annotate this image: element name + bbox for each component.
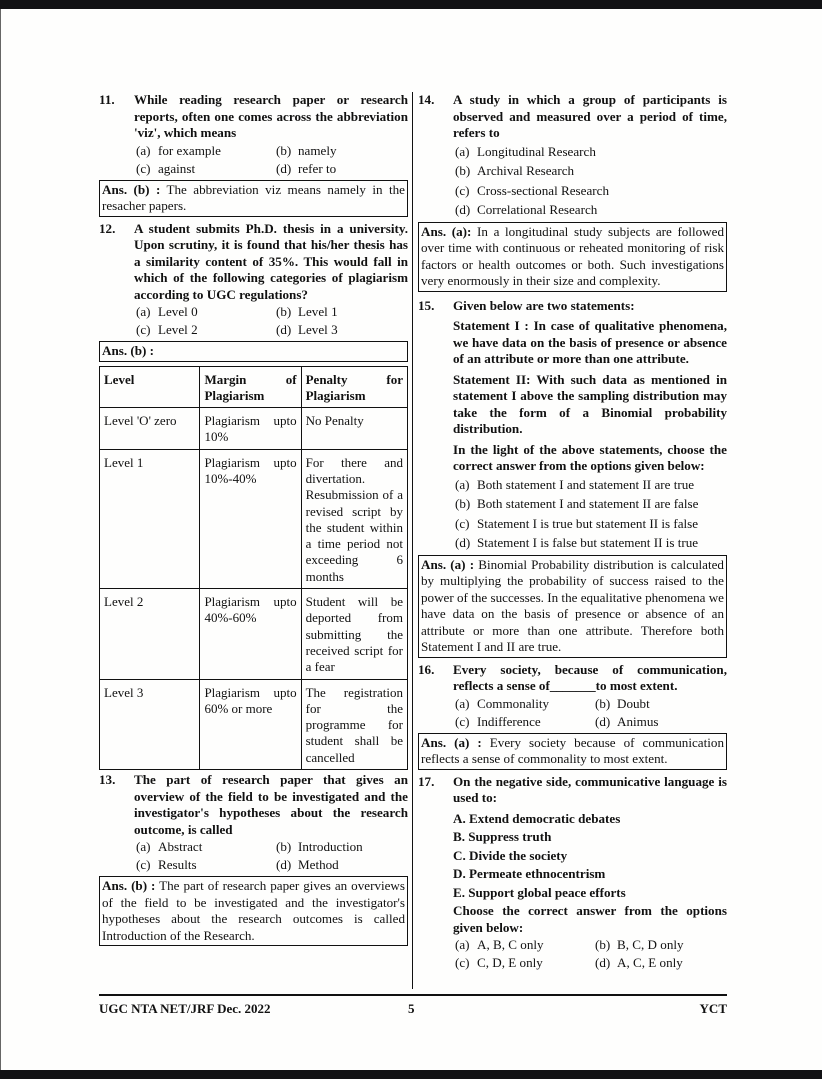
column-divider xyxy=(412,92,413,989)
instruction: In the light of the above statements, choose the correct answer from the options given below: xyxy=(453,441,727,473)
cell-penalty: No Penalty xyxy=(301,408,407,450)
statement-d: D. Permeate ethnocentrism xyxy=(453,866,606,881)
option-b: (b) Level 1 xyxy=(276,304,338,319)
answer-box-11 xyxy=(99,180,408,217)
options xyxy=(455,695,727,731)
option-c: (c) Cross-sectional Research xyxy=(455,182,609,198)
option-d: (d) A, C, E only xyxy=(595,955,683,970)
answer-explanation: The part of research paper gives an overviews of the field to be investigated and the investigator's hypotheses about the research outcomes is called Introduction of the Research. xyxy=(102,878,405,943)
options xyxy=(136,303,408,339)
header-margin: Margin of Plagiarism xyxy=(200,366,301,408)
cell-margin: Plagiarism upto 60% or more xyxy=(200,679,301,769)
statement-e: E. Support global peace efforts xyxy=(453,884,626,900)
question-number: 15. xyxy=(418,297,435,313)
answer-label: Ans. (b) : xyxy=(102,878,156,894)
option-d: (d) Level 3 xyxy=(276,322,338,337)
options xyxy=(455,936,727,972)
cell-level: Level 'O' zero xyxy=(100,408,200,450)
question-stem: While reading research paper or research reports, often one comes across the abbreviation 'viz', which means xyxy=(134,92,408,140)
option-b: (b) namely xyxy=(276,142,337,158)
question-14 xyxy=(418,92,727,220)
cell-penalty: Student will be deported from submitting the received script for a fear xyxy=(301,589,407,679)
question-stem: The part of research paper that gives an overview of the field to be investigated and the investigator's hypotheses about the research outcome, is called xyxy=(134,772,408,837)
table-header-row xyxy=(100,366,408,408)
option-b: (b) Both statement I and statement II are false xyxy=(455,496,699,511)
question-number: 12. xyxy=(99,220,116,236)
option-a: (a) Level 0 xyxy=(136,304,198,319)
cell-level: Level 1 xyxy=(100,449,200,588)
question-15 xyxy=(418,298,727,553)
page-footer xyxy=(99,994,727,1016)
options xyxy=(455,142,727,220)
question-number: 16. xyxy=(418,661,435,677)
option-d: (d) Statement I is false but statement II is true xyxy=(455,535,699,550)
table-row xyxy=(100,449,408,588)
options xyxy=(136,838,408,874)
option-a: (a) Longitudinal Research xyxy=(455,143,596,159)
statement-1: Statement I : In case of qualitative phenomena, we have data on the basis of presence or absence of an attribute or more than one attribute. xyxy=(453,318,727,366)
left-column xyxy=(99,92,408,950)
publisher-name: YCT xyxy=(699,1001,727,1016)
answer-explanation: Every society because of communication reflects a sense of commonality to most extent. xyxy=(421,734,724,766)
page-number: 5 xyxy=(408,1001,415,1016)
options xyxy=(455,475,727,553)
answer-box-16 xyxy=(418,733,727,770)
viewer-top-bar xyxy=(0,0,822,9)
question-stem: A study in which a group of participants is observed and measured over a period of time, refers to xyxy=(453,92,727,140)
question-12 xyxy=(99,221,408,340)
table-row xyxy=(100,408,408,450)
cell-margin: Plagiarism upto 10%-40% xyxy=(200,449,301,588)
question-stem: Every society, because of communication, reflects a sense of_______to most extent. xyxy=(453,661,727,693)
option-d: (d) Correlational Research xyxy=(455,202,598,217)
option-a: (a) Commonality xyxy=(455,695,550,711)
answer-explanation: The abbreviation viz means namely in the resacher papers. xyxy=(102,181,405,213)
plagiarism-levels-table xyxy=(99,366,408,771)
options xyxy=(136,142,408,178)
cell-penalty: The registration for the programme for student shall be cancelled xyxy=(301,679,407,769)
option-c: (c) Level 2 xyxy=(136,322,198,337)
option-d: (d) refer to xyxy=(276,160,337,176)
answer-box-15 xyxy=(418,555,727,658)
question-16 xyxy=(418,662,727,731)
option-c: (c) C, D, E only xyxy=(455,955,543,970)
option-a: (a) Abstract xyxy=(136,839,203,855)
question-number: 14. xyxy=(418,92,435,107)
option-c: (c) Statement I is true but statement II is false xyxy=(455,515,699,531)
option-b: (b) B, C, D only xyxy=(595,937,684,952)
option-b: (b) Archival Research xyxy=(455,163,575,178)
answer-explanation: In a longitudinal study subjects are followed over time with continuous or reheated monitoring of risk factors or health outcomes or both. Such investigations very enormously in their size and complexity. xyxy=(421,223,724,288)
statement-c: C. Divide the society xyxy=(453,847,568,863)
document-page xyxy=(0,9,822,1070)
option-a: (a) Both statement I and statement II are true xyxy=(455,476,695,492)
cell-level: Level 3 xyxy=(100,679,200,769)
statement-a: A. Extend democratic debates xyxy=(453,810,621,826)
answer-label: Ans. (b) : xyxy=(102,181,161,197)
answer-box-12 xyxy=(99,341,408,362)
answer-label: Ans. (a): xyxy=(421,223,472,239)
option-c: (c) Indifference xyxy=(455,713,541,729)
cell-penalty: For there and divertation. Resubmission of a revised script by the student within a time period not exceeding 6 months xyxy=(301,449,407,588)
question-stem: On the negative side, communicative language is used to: xyxy=(453,773,727,805)
question-11 xyxy=(99,92,408,178)
answer-box-13 xyxy=(99,876,408,946)
answer-label: Ans. (a) : xyxy=(421,734,482,750)
question-number: 13. xyxy=(99,772,116,788)
header-penalty: Penalty for Plagiarism xyxy=(301,366,407,408)
cell-margin: Plagiarism upto 40%-60% xyxy=(200,589,301,679)
option-a: (a) A, B, C only xyxy=(455,937,544,952)
option-c: (c) Results xyxy=(136,857,197,873)
cell-level: Level 2 xyxy=(100,589,200,679)
cell-margin: Plagiarism upto 10% xyxy=(200,408,301,450)
option-d: (d) Method xyxy=(276,857,339,873)
statement-list xyxy=(453,810,727,903)
header-level: Level xyxy=(100,366,200,408)
statement-2: Statement II: With such data as mentioned in statement I above the sampling distribution may take the form of a Binomial probability distribution. xyxy=(453,371,727,436)
option-b: (b) Doubt xyxy=(595,695,650,711)
answer-label: Ans. (b) : xyxy=(102,343,155,358)
option-d: (d) Animus xyxy=(595,713,659,729)
answer-box-14 xyxy=(418,222,727,292)
question-stem: Given below are two statements: xyxy=(453,297,635,313)
question-number: 17. xyxy=(418,773,435,789)
question-number: 11. xyxy=(99,92,115,107)
question-13 xyxy=(99,772,408,874)
option-c: (c) against xyxy=(136,160,196,176)
exam-title: UGC NTA NET/JRF Dec. 2022 xyxy=(99,1001,271,1016)
viewer-bottom-bar xyxy=(0,1070,822,1079)
answer-explanation: Binomial Probability distribution is calculated by multiplying the probability of success raised to the power of the successes. In the equalitative phenomena we have data on the basis of presence or absence of an attribute or more than one attribute. Therefore both Statement I and II are true. xyxy=(421,556,724,654)
right-column xyxy=(418,92,727,974)
answer-label: Ans. (a) : xyxy=(421,556,475,572)
statement-b: B. Suppress truth xyxy=(453,829,552,844)
question-stem: A student submits Ph.D. thesis in a university. Upon scrutiny, it is found that his/her thesis has a similarity content of 35%. This would fall in which of the following categories of plagiarism according to UGC regulations? xyxy=(134,220,408,302)
option-b: (b) Introduction xyxy=(276,839,363,855)
option-a: (a) for example xyxy=(136,142,221,158)
table-row xyxy=(100,589,408,679)
table-row xyxy=(100,679,408,769)
instruction: Choose the correct answer from the options given below: xyxy=(453,903,727,935)
question-17 xyxy=(418,774,727,973)
